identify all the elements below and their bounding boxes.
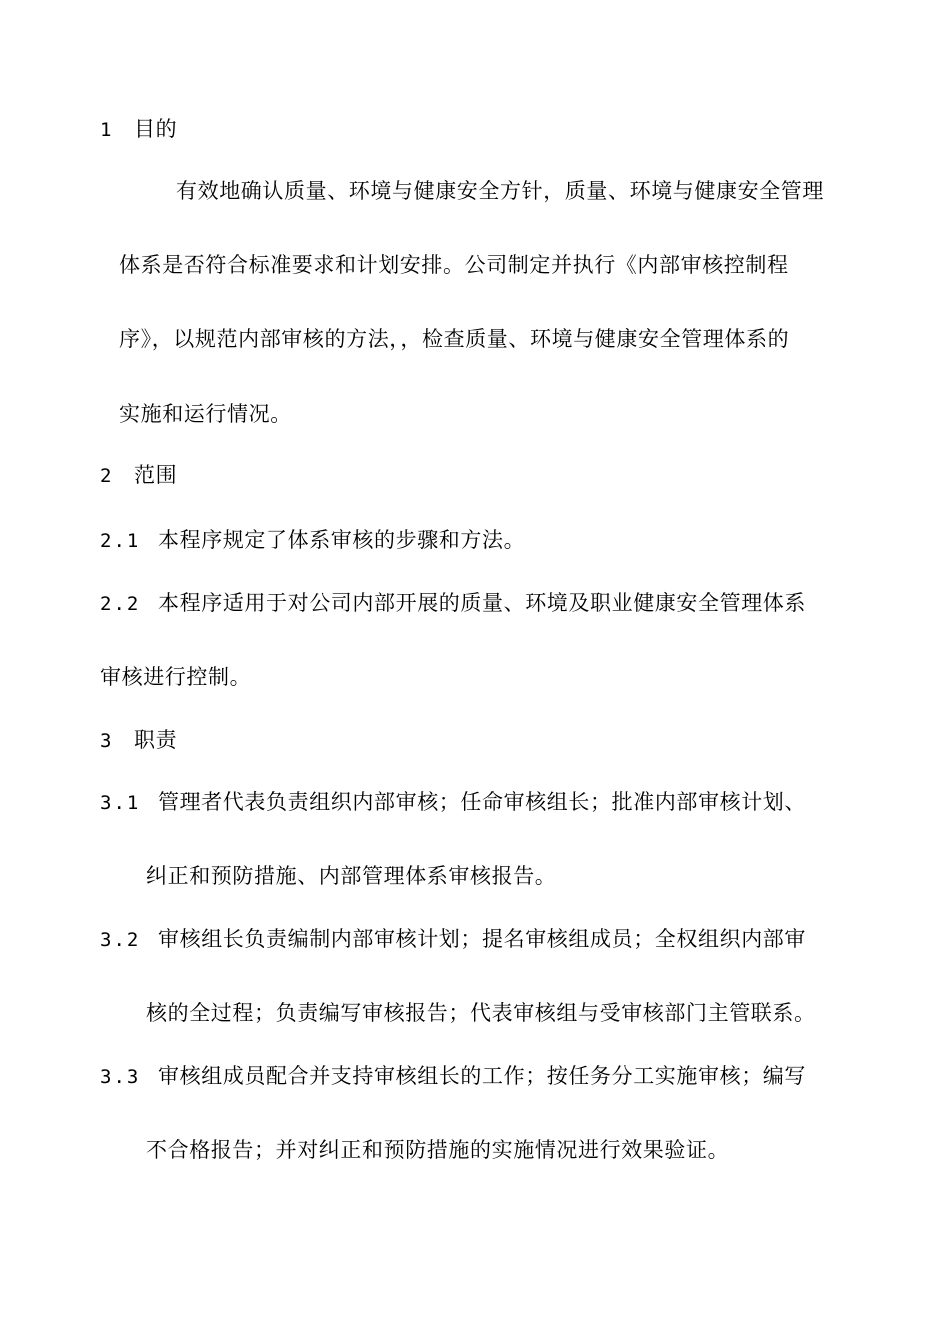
clause-number: 3.1 (100, 792, 141, 814)
clause-number: 2.2 (100, 593, 141, 615)
clause-text: 审核组成员配合并支持审核组长的工作；按任务分工实施审核；编写 (158, 1064, 806, 1088)
clause-3-1 (100, 789, 806, 816)
clause-text: 本程序适用于对公司内部开展的质量、环境及职业健康安全管理体系 (158, 591, 806, 615)
clause-text: 审核组长负责编制内部审核计划；提名审核组成员；全权组织内部审 (158, 927, 806, 951)
clause-number: 2.1 (100, 530, 141, 552)
section-number: 2 (100, 465, 114, 487)
clause-continuation: 核的全过程；负责编写审核报告；代表审核组与受审核部门主管联系。 (146, 1001, 816, 1025)
clause-text: 管理者代表负责组织内部审核；任命审核组长；批准内部审核计划、 (158, 790, 806, 814)
paragraph-line: 序》，以规范内部审核的方法，，检查质量、环境与健康安全管理体系的 (119, 327, 790, 351)
paragraph-line: 体系是否符合标准要求和计划安排。公司制定并执行《内部审核控制程 (119, 253, 789, 277)
clause-continuation: 纠正和预防措施、内部管理体系审核报告。 (146, 864, 557, 888)
section-title: 职责 (134, 728, 178, 752)
clause-number: 3.3 (100, 1066, 141, 1088)
clause-2-2 (100, 590, 806, 617)
section-heading-purpose (100, 116, 177, 143)
clause-continuation: 审核进行控制。 (100, 665, 252, 689)
section-title: 范围 (134, 463, 178, 487)
section-title: 目的 (134, 117, 178, 141)
clause-2-1 (100, 527, 525, 554)
clause-text: 本程序规定了体系审核的步骤和方法。 (158, 528, 526, 552)
paragraph-line: 有效地确认质量、环境与健康安全方针，质量、环境与健康安全管理 (176, 179, 824, 203)
clause-3-3 (100, 1063, 806, 1090)
clause-3-2 (100, 926, 806, 953)
clause-continuation: 不合格报告；并对纠正和预防措施的实施情况进行效果验证。 (146, 1138, 730, 1162)
section-number: 3 (100, 730, 114, 752)
paragraph-line: 实施和运行情况。 (119, 402, 292, 426)
section-number: 1 (100, 119, 114, 141)
section-heading-scope (100, 462, 177, 489)
section-heading-responsibilities (100, 727, 177, 754)
clause-number: 3.2 (100, 929, 141, 951)
